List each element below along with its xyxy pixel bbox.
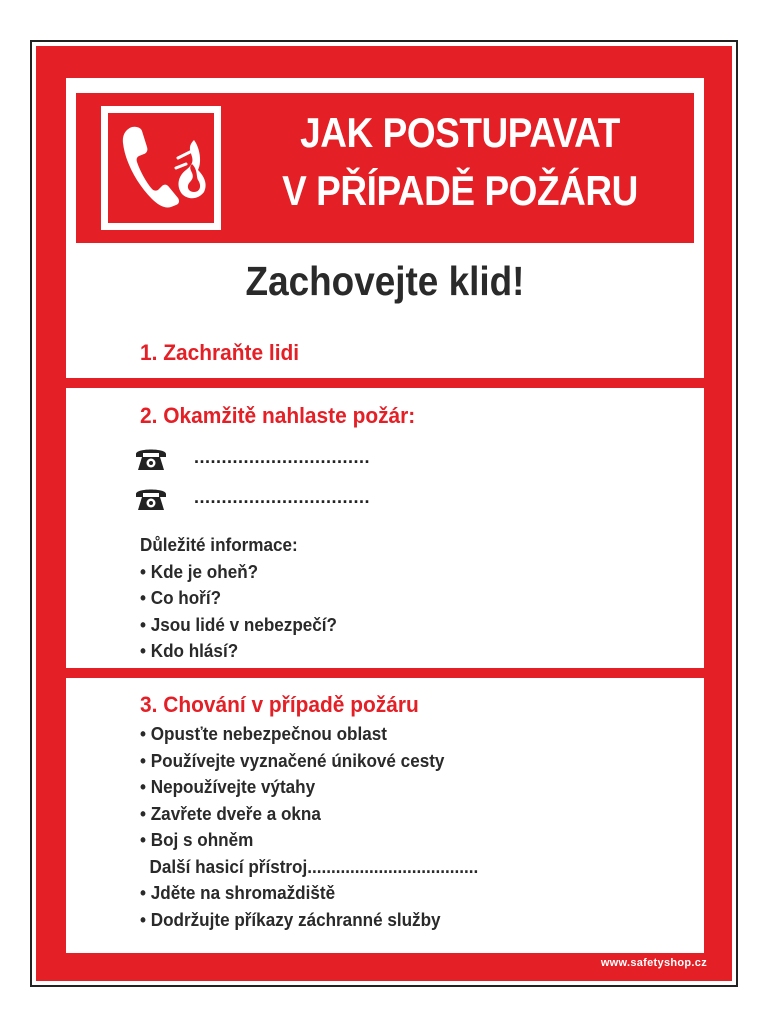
section3-heading: 3. Chování v případě požáru [140, 692, 419, 717]
footer-url: www.safetyshop.cz [600, 957, 707, 969]
telephone-icon [134, 445, 168, 473]
list-item: • Opusťte nebezpečnou oblast [140, 724, 387, 744]
list-item: • Boj s ohněm [140, 830, 254, 850]
motto-heading: Zachovejte klid! [245, 258, 525, 304]
important-info-list [140, 532, 337, 665]
telephone-icon [134, 485, 168, 513]
header-title [266, 104, 653, 220]
list-item: • Kde je oheň? [140, 561, 259, 582]
list-item: • Nepoužívejte výtahy [140, 777, 316, 797]
list-item: • Kdo hlásí? [140, 641, 239, 661]
header-title-line2: V PŘÍPADĚ POŽÁRU [282, 167, 638, 214]
phone-number-blank-2: ................................ [194, 487, 371, 507]
important-info-title: Důležité informace: [140, 535, 298, 555]
section2-heading: 2. Okamžitě nahlaste požár: [140, 403, 416, 428]
list-item-extinguisher: Další hasicí přístroj.................................... [149, 856, 479, 877]
list-item: • Používejte vyznačené únikové cesty [140, 750, 445, 771]
header-title-line1: JAK POSTUPAVAT [300, 109, 620, 156]
list-item: • Dodržujte příkazy záchranné služby [140, 909, 441, 930]
list-item: • Jděte na shromaždiště [140, 883, 336, 903]
list-item: • Co hoří? [140, 588, 222, 608]
list-item: • Jsou lidé v nebezpečí? [140, 614, 338, 635]
behaviour-list [140, 721, 478, 933]
phone-number-blank-1: ................................ [194, 447, 371, 467]
list-item: • Zavřete dveře a okna [140, 803, 321, 824]
section1-heading: 1. Zachraňte lidi [140, 340, 300, 365]
flame-icon [172, 138, 208, 202]
